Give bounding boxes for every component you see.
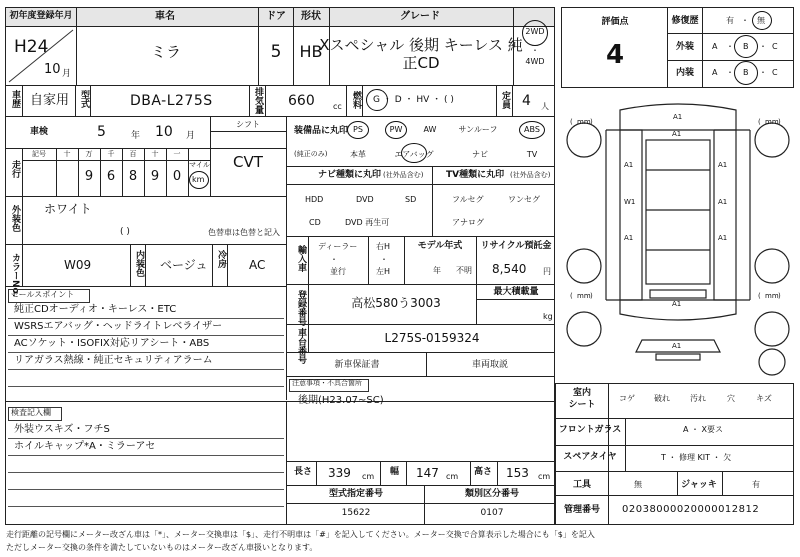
model-year-label: モデル年式 (417, 241, 463, 251)
max-load-unit: kg (543, 312, 553, 321)
type-number: 15622 (341, 508, 371, 518)
dmg-a1-left-front: A1 (624, 161, 634, 169)
svg-text:(: ( (758, 292, 761, 300)
drive-dot: ・ (531, 46, 539, 55)
usage-label: 車歴 (10, 90, 20, 108)
score-label: 評価点 (601, 17, 629, 27)
svg-text:mm: mm (577, 118, 591, 126)
ext-b: B (743, 42, 749, 51)
reg-year-header: 初年度登録年月 (9, 11, 73, 21)
mileage-unit-3: 百 (129, 150, 137, 158)
tv-oneseg: ワンセグ (508, 195, 540, 204)
capacity-unit: 人 (541, 102, 549, 111)
tv-label: TV種類に丸印 (446, 170, 505, 180)
drive-2wd: 2WD (525, 27, 545, 36)
disp-unit: cc (333, 102, 342, 111)
frame-label: 車台番号 (296, 328, 306, 364)
inspector-label: 検査記入欄 (11, 408, 51, 417)
repair-label: 修復歴 (671, 16, 699, 26)
colorno-value: W09 (64, 258, 92, 272)
int-c: C (772, 68, 778, 77)
tv-fullseg: フルセグ (452, 195, 484, 204)
tools-label: 工具 (572, 480, 592, 490)
inspection-month-unit: 月 (186, 131, 196, 141)
interior-tear: 破れ (654, 394, 670, 403)
svg-text:(: ( (570, 292, 573, 300)
mileage-digit-4: 9 (150, 169, 160, 184)
svg-text:mm: mm (577, 292, 591, 300)
mileage-digit-3: 8 (128, 169, 138, 184)
capacity: 4 (522, 93, 531, 109)
height-unit: cm (538, 472, 551, 481)
color-label: 外装色 (10, 205, 20, 232)
doc-manual: 車両取説 (471, 360, 509, 370)
int-color-value: ベージュ (160, 258, 208, 272)
displacement: 660 (288, 93, 315, 109)
doors-header: ドア (266, 11, 286, 22)
class-number: 0107 (480, 508, 504, 518)
equip-leather: 本革 (350, 150, 366, 159)
navi-dvd-play: DVD 再生可 (345, 218, 390, 227)
int-color-label: 内装色 (134, 250, 144, 277)
type-number-label: 型式指定番号 (328, 489, 384, 499)
recycle-unit: 円 (543, 267, 551, 276)
spare-value: T ・ 修理 KIT ・ 欠 (661, 453, 732, 462)
model-year-unit: 年 (433, 266, 441, 275)
mgmt-label: 管理番号 (563, 505, 601, 515)
ac-value: AC (249, 258, 266, 272)
interior-stain: 汚れ (690, 394, 706, 403)
equip-tv: TV (526, 150, 538, 159)
length-value: 339 (328, 466, 351, 480)
dmg-a1-bumper: A1 (672, 300, 682, 308)
mileage-unit-1: 万 (85, 150, 93, 158)
equip-pw: PW (389, 125, 403, 134)
dmg-a1-right-front: A1 (718, 161, 728, 169)
equip-ps: PS (353, 125, 363, 134)
equip-abs: ABS (524, 125, 540, 134)
interior-label: 内装 (675, 68, 695, 78)
ext-c: C (772, 42, 778, 51)
sellpoint-label: セールスポイント (11, 290, 75, 299)
navi-cd: CD (309, 218, 321, 227)
mileage-unit-4: 十 (151, 150, 159, 158)
ext-dot2: ・ (759, 42, 767, 51)
equip-navi: ナビ (472, 150, 488, 159)
repair-dot: ・ (741, 16, 749, 25)
reg-month-unit: 月 (62, 69, 72, 79)
height-label: 高さ (474, 467, 493, 477)
dmg-a1-right-rear: A1 (718, 234, 728, 242)
interior-scorch: コゲ (619, 394, 635, 403)
svg-text:): ) (778, 292, 781, 300)
plate-label: 登録番号 (296, 290, 306, 326)
model-year-value: 不明 (456, 266, 472, 275)
length-unit: cm (362, 472, 375, 481)
reg-era: H24 (14, 37, 49, 57)
inspector-2: ホイルキャップ*A・ミラーアセ (14, 441, 156, 452)
dmg-a1-roof: A1 (673, 113, 683, 121)
inspection-month: 10 (155, 124, 173, 140)
dmg-a1-hood: A1 (672, 130, 682, 138)
sellpoint-4: リアガラス熱線・純正セキュリティアラーム (14, 355, 213, 366)
grade-header: グレード (400, 11, 440, 22)
int-dot1: ・ (726, 68, 734, 77)
import-dot2: ・ (380, 255, 388, 264)
recycle-value: 8,540 (492, 262, 527, 276)
doc-new-warranty: 新車保証書 (334, 360, 380, 370)
mileage-unit-5: 一 (173, 150, 181, 158)
height-value: 153 (506, 466, 529, 480)
length-label: 長さ (294, 467, 313, 477)
import-dealer: ディーラー (318, 242, 358, 251)
sellpoint-2: WSRSエアバッグ・ヘッドライトレベライザー (14, 321, 223, 332)
notes-label: 注意事項・不具合箇所 (292, 379, 362, 387)
repair-no: 無 (757, 16, 765, 25)
tv-sub: (社外品含む) (510, 171, 551, 179)
sellpoint-1: 純正CDオーディオ・キーレス・ETC (14, 304, 177, 315)
import-label: 輸入車 (296, 245, 306, 272)
ext-a: A (712, 42, 718, 51)
shape-header: 形状 (301, 11, 321, 22)
width-label: 幅 (390, 467, 400, 477)
width-unit: cm (446, 472, 459, 481)
mileage-digit-1: 9 (84, 169, 94, 184)
navi-sub: (社外品含む) (383, 171, 424, 179)
grade-line1: Xスペシャル 後期 キーレス 純 (319, 36, 523, 54)
svg-text:): ) (590, 118, 593, 126)
dmg-a1-left-rear: A1 (624, 234, 634, 242)
mileage-digit-2: 6 (106, 169, 116, 184)
capacity-label: 定員 (500, 91, 510, 109)
shift-value: CVT (233, 153, 263, 171)
color-note: 色替車は色替と記入 (208, 228, 280, 237)
mileage-label: 走行 (10, 160, 20, 178)
int-dot2: ・ (759, 68, 767, 77)
int-a: A (712, 68, 718, 77)
equipment-sub: (純正のみ) (294, 150, 328, 158)
inspection-label: 車検 (30, 127, 49, 137)
jack-label: ジャッキ (681, 480, 717, 490)
model: DBA-L275S (130, 93, 213, 109)
dmg-a1-right-mid: A1 (718, 198, 728, 206)
windshield-value: A ・ X要ス (683, 425, 724, 434)
dmg-a1-rear: A1 (672, 342, 682, 350)
car-damage-diagram (560, 100, 796, 382)
mileage-mile: マイル (189, 161, 210, 169)
interior-seat-label2: シート (568, 400, 596, 410)
notes-value: 後期(H23.07~SC) (298, 395, 384, 406)
fuel-options: G ・ D ・ HV ・ ( ) (373, 95, 454, 105)
interior-scratch: キズ (756, 394, 772, 403)
max-load-label: 最大積載量 (493, 287, 539, 297)
class-number-label: 類別区分番号 (464, 489, 520, 499)
sellpoint-3: ACソケット・ISOFIX対応リアシート・ABS (14, 338, 210, 349)
navi-label: ナビ種類に丸印 (318, 170, 382, 180)
footnote-line1: 走行距離の記号欄にメーター改ざん車は「*」、メーター交換車は「$」、走行不明車は「#」を記入してください。メーター交換で合算表示した場合にも「$」を記入 (6, 530, 595, 539)
color-value: ホワイト (44, 202, 92, 216)
inspection-year-unit: 年 (131, 131, 141, 141)
inspection-year: 5 (97, 124, 106, 140)
ext-dot1: ・ (726, 42, 734, 51)
reg-month: 10 (44, 62, 61, 77)
navi-hdd: HDD (305, 195, 324, 204)
svg-text:mm: mm (765, 118, 779, 126)
import-lh: 左H (376, 267, 391, 276)
equip-airbag: エアバッグ (394, 150, 434, 159)
mileage-digit-5: 0 (172, 169, 182, 184)
colorno-label: カラーNo. (10, 253, 20, 298)
svg-text:(: ( (758, 118, 761, 126)
tools-value: 無 (634, 480, 642, 489)
import-parallel: 並行 (330, 267, 346, 276)
grade-line2: 正CD (402, 54, 440, 72)
inspector-1: 外装ウスキズ・フチS (14, 424, 110, 435)
interior-seat-label1: 室内 (572, 388, 592, 398)
windshield-label: フロントガラス (558, 425, 622, 435)
disp-label: 排気量 (253, 87, 263, 114)
usage: 自家用 (30, 93, 70, 108)
footnote-line2: ただしメーター交換の条件を満たしていないものはメーター改ざん車扱いとなります。 (6, 543, 318, 552)
fuel-label: 燃料 (351, 91, 361, 109)
navi-sd: SD (405, 195, 417, 204)
color-paren: ( ) (120, 227, 130, 237)
car-name-header: 車名 (155, 11, 175, 22)
plate-value: 高松580う3003 (351, 296, 441, 310)
jack-value: 有 (752, 480, 760, 489)
import-rh: 右H (376, 242, 391, 251)
drive-4wd: 4WD (525, 57, 545, 66)
svg-text:(: ( (570, 118, 573, 126)
svg-text:): ) (590, 292, 593, 300)
import-dot1: ・ (330, 255, 338, 264)
int-b: B (743, 68, 749, 77)
model-label: 型式 (79, 90, 89, 108)
mileage-sym-label: 記号 (32, 150, 46, 158)
spare-label: スペアタイヤ (563, 452, 617, 462)
mileage-unit-0: 十 (63, 150, 71, 158)
shift-label: シフト (236, 120, 260, 129)
repair-yes: 有 (726, 16, 734, 25)
ac-label: 冷房 (216, 250, 226, 268)
car-name: ミラ (150, 43, 182, 61)
frame-value: L275S-0159324 (384, 331, 480, 345)
shape: HB (299, 42, 323, 61)
equip-aw: AW (423, 125, 437, 134)
navi-dvd: DVD (356, 195, 374, 204)
mileage-unit-2: 千 (107, 150, 115, 158)
tv-analog: アナログ (452, 218, 484, 227)
exterior-label: 外装 (675, 42, 695, 52)
recycle-label: リサイクル預託金 (480, 241, 552, 251)
equipment-label: 装備品に丸印 (294, 126, 349, 136)
mgmt-value: 02038000020000012812 (622, 504, 760, 515)
interior-hole: 穴 (727, 394, 735, 403)
svg-text:): ) (778, 118, 781, 126)
equip-sunroof: サンルーフ (458, 125, 498, 134)
mileage-km: km (192, 175, 205, 184)
svg-text:mm: mm (765, 292, 779, 300)
dmg-w1-left: W1 (624, 198, 636, 206)
doors: 5 (270, 42, 282, 62)
width-value: 147 (416, 466, 439, 480)
score-value: 4 (605, 40, 625, 70)
